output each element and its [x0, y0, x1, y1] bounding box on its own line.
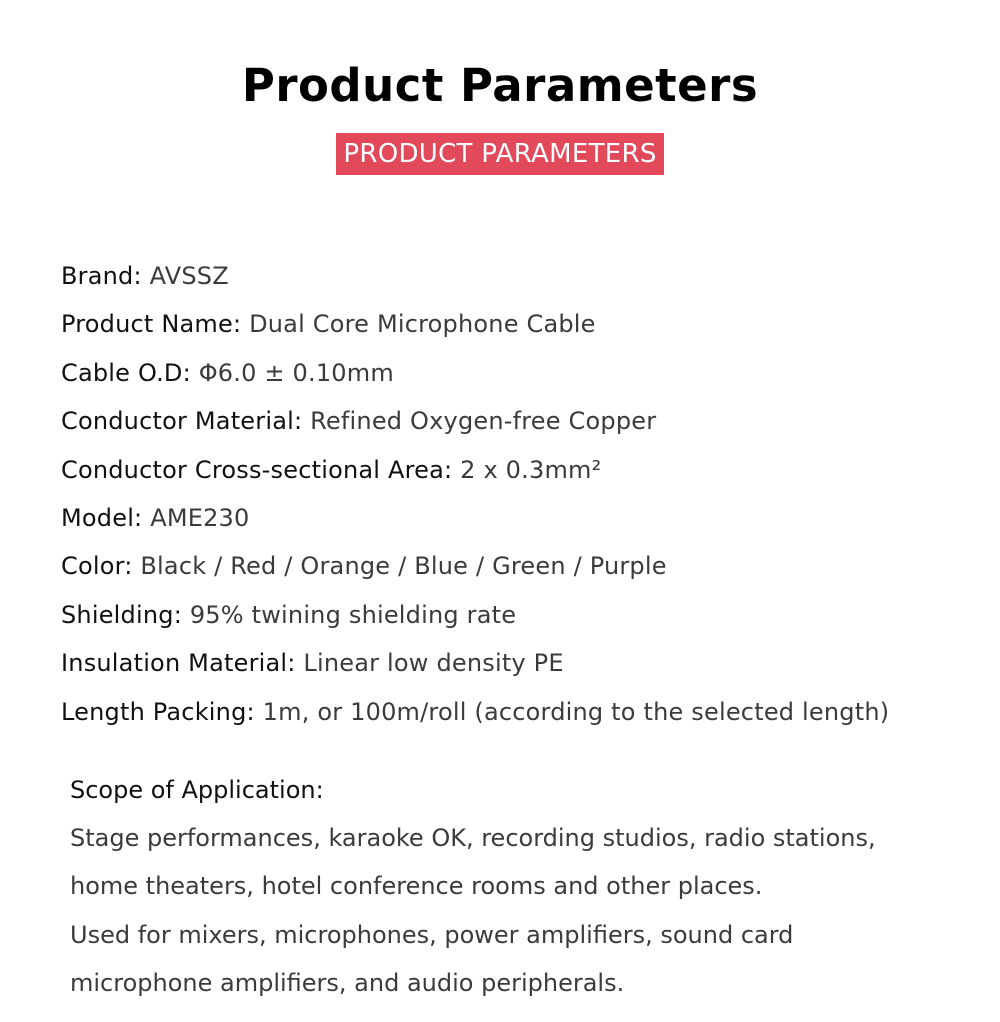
- param-label: Color:: [61, 552, 133, 581]
- param-label: Model:: [61, 504, 143, 533]
- param-value: 2 x 0.3mm²: [460, 455, 602, 484]
- scope-line: microphone amplifiers, and audio peripherals.: [70, 969, 625, 998]
- param-insulation-material: [61, 639, 991, 687]
- scope-title: Scope of Application:: [70, 776, 324, 804]
- param-value: AVSSZ: [149, 262, 229, 290]
- param-model: [61, 494, 991, 542]
- param-value: AME230: [150, 504, 250, 533]
- param-label: Brand:: [61, 262, 142, 290]
- param-label: Length Packing:: [61, 697, 255, 726]
- param-value: Φ6.0 ± 0.10mm: [198, 358, 394, 387]
- param-brand: [61, 252, 991, 300]
- param-value: Dual Core Microphone Cable: [249, 310, 596, 339]
- param-label: Insulation Material:: [61, 649, 296, 678]
- scope-section: [70, 766, 980, 1008]
- param-product-name: [61, 300, 991, 348]
- param-label: Shielding:: [61, 600, 182, 629]
- param-value: Refined Oxygen-free Copper: [310, 407, 657, 436]
- param-label: Cable O.D:: [61, 358, 191, 387]
- parameter-list: [61, 252, 991, 736]
- page-title: Product Parameters: [241, 59, 759, 112]
- param-cross-sectional-area: [61, 446, 991, 494]
- param-label: Conductor Cross-sectional Area:: [61, 455, 453, 484]
- param-value: Linear low density PE: [303, 649, 564, 678]
- param-length-packing: [61, 688, 991, 736]
- param-value: Black / Red / Orange / Blue / Green / Purple: [140, 552, 667, 581]
- param-value: 95% twining shielding rate: [189, 600, 517, 629]
- param-value: 1m, or 100m/roll (according to the selected length): [262, 697, 890, 726]
- subtitle-label: PRODUCT PARAMETERS: [336, 133, 663, 175]
- scope-line: Stage performances, karaoke OK, recording studios, radio stations,: [70, 824, 876, 852]
- param-label: Product Name:: [61, 310, 242, 339]
- param-shielding: [61, 591, 991, 639]
- param-conductor-material: [61, 397, 991, 445]
- scope-line: home theaters, hotel conference rooms and other places.: [70, 872, 763, 901]
- scope-line: Used for mixers, microphones, power amplifiers, sound card: [70, 920, 794, 949]
- param-cable-od: [61, 349, 991, 397]
- subtitle-banner: [0, 133, 1000, 175]
- param-color: [61, 542, 991, 590]
- param-label: Conductor Material:: [61, 407, 303, 436]
